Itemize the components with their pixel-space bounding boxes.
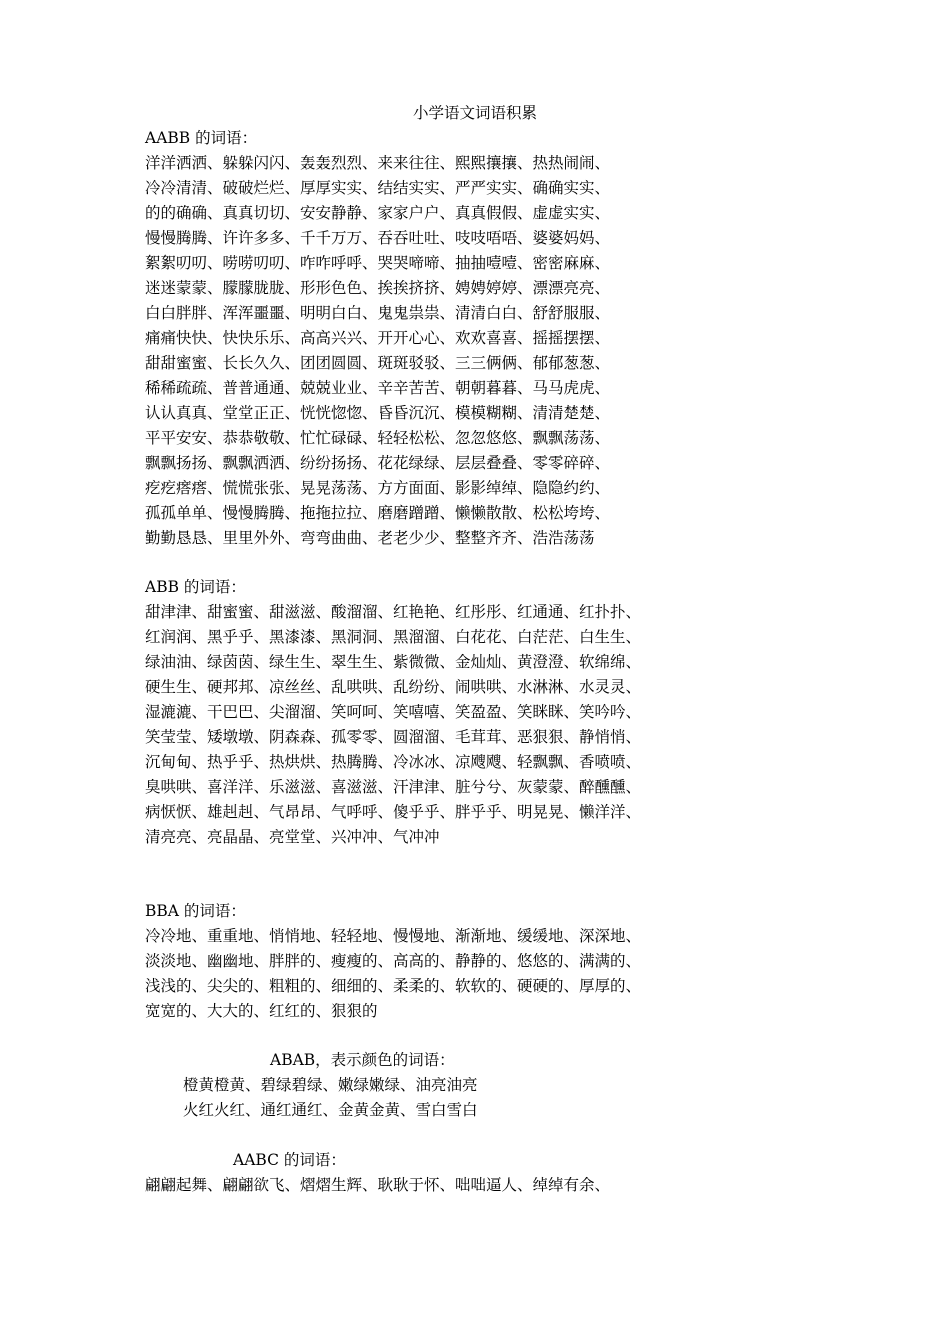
text-line: 绿油油、绿茵茵、绿生生、翠生生、紫微微、金灿灿、黄澄澄、软绵绵、: [145, 653, 642, 671]
text-line: 沉甸甸、热乎乎、热烘烘、热腾腾、冷冰冰、凉飕飕、轻飘飘、香喷喷、: [145, 753, 642, 771]
text-line: 淡淡地、幽幽地、胖胖的、瘦瘦的、高高的、静静的、悠悠的、满满的、: [145, 952, 642, 970]
page-title: 小学语文词语积累: [412, 104, 537, 122]
text-line: 慢慢腾腾、许许多多、千千万万、吞吞吐吐、吱吱唔唔、婆婆妈妈、: [145, 229, 611, 247]
text-line: 宽宽的、大大的、红红的、狠狠的: [145, 1002, 378, 1020]
text-line: 迷迷蒙蒙、朦朦胧胧、形形色色、挨挨挤挤、娉娉婷婷、漂漂亮亮、: [145, 279, 611, 297]
section-heading-aabc: AABC 的词语：: [233, 1151, 346, 1169]
text-line: 冷冷清清、破破烂烂、厚厚实实、结结实实、严严实实、确确实实、: [145, 179, 611, 197]
text-line: 浅浅的、尖尖的、粗粗的、细细的、柔柔的、软软的、硬硬的、厚厚的、: [145, 977, 642, 995]
text-line: 臭哄哄、喜洋洋、乐滋滋、喜滋滋、汗津津、脏兮兮、灰蒙蒙、醉醺醺、: [145, 778, 642, 796]
text-line: 硬生生、硬邦邦、凉丝丝、乱哄哄、乱纷纷、闹哄哄、水淋淋、水灵灵、: [145, 678, 642, 696]
text-line: 红润润、黑乎乎、黑漆漆、黑洞洞、黑溜溜、白花花、白茫茫、白生生、: [145, 628, 642, 646]
text-line: 洋洋洒洒、躲躲闪闪、轰轰烈烈、来来往往、熙熙攘攘、热热闹闹、: [145, 154, 611, 172]
section-heading-abab: ABAB，表示颜色的词语：: [270, 1051, 455, 1069]
section-heading-bba: BBA 的词语：: [145, 902, 246, 920]
text-line: 翩翩起舞、翩翩欲飞、熠熠生辉、耿耿于怀、咄咄逼人、绰绰有余、: [145, 1176, 611, 1194]
text-line: 认认真真、堂堂正正、恍恍惚惚、昏昏沉沉、模模糊糊、清清楚楚、: [145, 404, 611, 422]
text-line: 孤孤单单、慢慢腾腾、拖拖拉拉、磨磨蹭蹭、懒懒散散、松松垮垮、: [145, 504, 611, 522]
section-heading-abb: ABB 的词语：: [145, 578, 246, 596]
text-line: 橙黄橙黄、碧绿碧绿、嫩绿嫩绿、油亮油亮: [183, 1076, 478, 1094]
text-line: 絮絮叨叨、唠唠叨叨、咋咋呼呼、哭哭啼啼、抽抽噎噎、密密麻麻、: [145, 254, 611, 272]
text-line: 火红火红、通红通红、金黄金黄、雪白雪白: [183, 1101, 478, 1119]
text-line: 笑莹莹、矮墩墩、阴森森、孤零零、圆溜溜、毛茸茸、恶狠狠、静悄悄、: [145, 728, 642, 746]
text-line: 疙疙瘩瘩、慌慌张张、晃晃荡荡、方方面面、影影绰绰、隐隐约约、: [145, 479, 611, 497]
text-line: 清亮亮、亮晶晶、亮堂堂、兴冲冲、气冲冲: [145, 828, 440, 846]
text-line: 湿漉漉、干巴巴、尖溜溜、笑呵呵、笑嘻嘻、笑盈盈、笑眯眯、笑吟吟、: [145, 703, 642, 721]
section-heading-aabb: AABB 的词语：: [145, 129, 258, 147]
text-line: 甜津津、甜蜜蜜、甜滋滋、酸溜溜、红艳艳、红彤彤、红通通、红扑扑、: [145, 603, 642, 621]
text-line: 白白胖胖、浑浑噩噩、明明白白、鬼鬼祟祟、清清白白、舒舒服服、: [145, 304, 611, 322]
text-line: 痛痛快快、快快乐乐、高高兴兴、开开心心、欢欢喜喜、摇摇摆摆、: [145, 329, 611, 347]
text-line: 飘飘扬扬、飘飘洒洒、纷纷扬扬、花花绿绿、层层叠叠、零零碎碎、: [145, 454, 611, 472]
text-line: 病恹恹、雄赳赳、气昂昂、气呼呼、傻乎乎、胖乎乎、明晃晃、懒洋洋、: [145, 803, 642, 821]
text-line: 勤勤恳恳、里里外外、弯弯曲曲、老老少少、整整齐齐、浩浩荡荡: [145, 529, 595, 547]
text-line: 平平安安、恭恭敬敬、忙忙碌碌、轻轻松松、忽忽悠悠、飘飘荡荡、: [145, 429, 611, 447]
text-line: 的的确确、真真切切、安安静静、家家户户、真真假假、虚虚实实、: [145, 204, 611, 222]
text-line: 冷冷地、重重地、悄悄地、轻轻地、慢慢地、渐渐地、缓缓地、深深地、: [145, 927, 642, 945]
text-line: 稀稀疏疏、普普通通、兢兢业业、辛辛苦苦、朝朝暮暮、马马虎虎、: [145, 379, 611, 397]
text-line: 甜甜蜜蜜、长长久久、团团圆圆、斑斑驳驳、三三俩俩、郁郁葱葱、: [145, 354, 611, 372]
